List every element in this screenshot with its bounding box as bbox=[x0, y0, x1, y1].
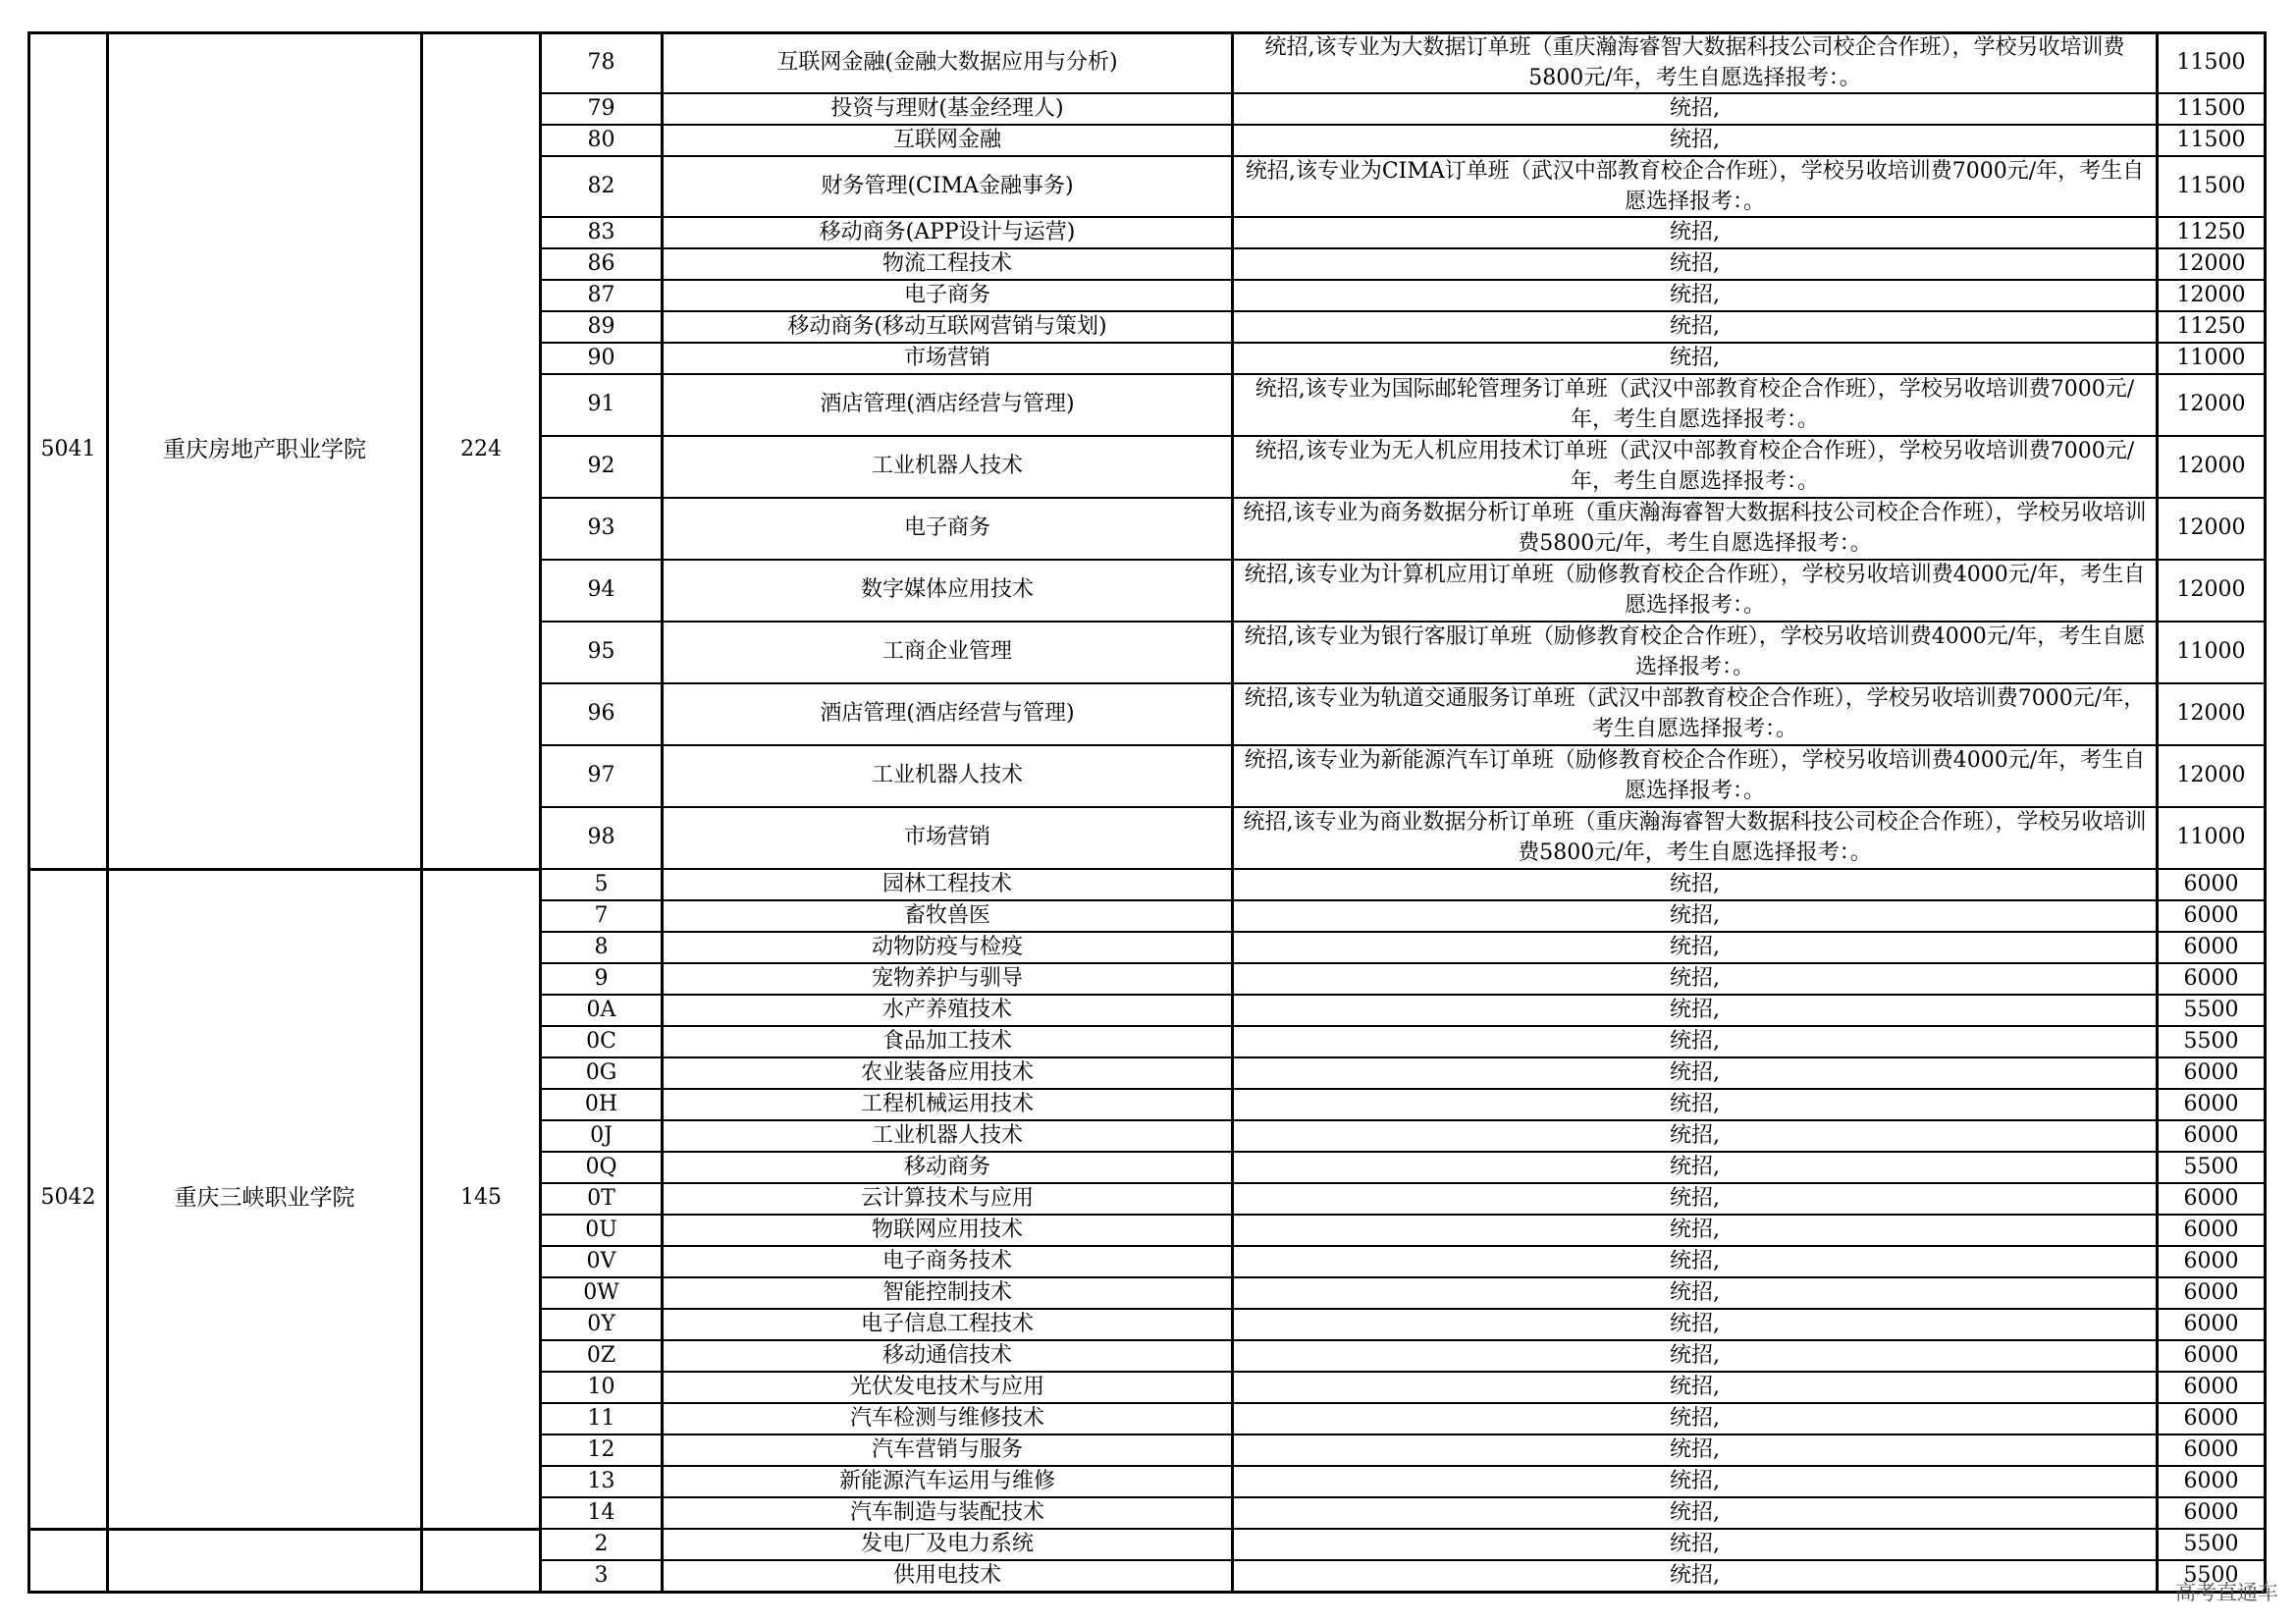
admission-note: 统招, bbox=[1670, 871, 1720, 896]
admission-note: 统招, bbox=[1670, 1059, 1720, 1085]
major-name: 物流工程技术 bbox=[881, 250, 1012, 276]
tuition-fee: 5500 bbox=[2183, 1562, 2239, 1588]
tuition-fee: 6000 bbox=[2183, 1217, 2239, 1242]
major-name: 财务管理(CIMA金融事务) bbox=[821, 173, 1074, 198]
admission-note: 统招, bbox=[1670, 997, 1720, 1022]
tuition-fee: 11000 bbox=[2176, 345, 2246, 370]
admission-note: 统招,该专业为商务数据分析订单班（重庆瀚海睿智大数据科技公司校企合作班），学校另收培训费5800元/年，考生自愿选择报考：。 bbox=[1243, 501, 2147, 556]
major-code: 0Q bbox=[585, 1154, 617, 1179]
major-name: 移动通信技术 bbox=[881, 1342, 1012, 1368]
admission-note: 统招, bbox=[1670, 1217, 1720, 1242]
admission-note: 统招, bbox=[1670, 1311, 1720, 1336]
table-rule bbox=[2264, 31, 2267, 1592]
tuition-fee: 11500 bbox=[2176, 95, 2246, 121]
major-name: 食品加工技术 bbox=[881, 1028, 1012, 1054]
major-name: 园林工程技术 bbox=[881, 871, 1012, 896]
major-name: 物联网应用技术 bbox=[871, 1217, 1023, 1242]
major-name: 投资与理财(基金经理人) bbox=[830, 95, 1064, 121]
major-code: 0T bbox=[587, 1185, 615, 1211]
tuition-fee: 11250 bbox=[2176, 219, 2246, 244]
admission-note: 统招, bbox=[1670, 1279, 1720, 1305]
major-name: 电子商务技术 bbox=[881, 1248, 1012, 1273]
major-name: 工业机器人技术 bbox=[871, 763, 1023, 787]
major-code: 11 bbox=[587, 1405, 615, 1431]
admission-note: 统招, bbox=[1670, 1531, 1720, 1556]
admission-note: 统招,该专业为大数据订单班（重庆瀚海睿智大数据科技公司校企合作班），学校另收培训费5800元/年，考生自愿选择报考：。 bbox=[1264, 34, 2125, 90]
major-name: 工程机械运用技术 bbox=[860, 1091, 1034, 1116]
major-name: 电子商务 bbox=[903, 515, 990, 540]
admission-note: 统招, bbox=[1670, 1468, 1720, 1493]
tuition-fee: 5500 bbox=[2183, 1028, 2239, 1054]
major-code: 93 bbox=[587, 515, 615, 540]
admission-note: 统招, bbox=[1670, 965, 1720, 991]
major-code: 0H bbox=[584, 1091, 618, 1116]
admission-note: 统招, bbox=[1670, 1405, 1720, 1431]
admission-note: 统招, bbox=[1670, 1028, 1720, 1054]
tuition-fee: 6000 bbox=[2183, 1185, 2239, 1211]
tuition-fee: 11250 bbox=[2176, 313, 2246, 339]
major-name: 数字媒体应用技术 bbox=[860, 577, 1034, 602]
admission-note: 统招,该专业为轨道交通服务订单班（武汉中部教育校企合作班），学校另收培训费7000元/年，考生自愿选择报考：。 bbox=[1244, 686, 2146, 741]
major-name: 工业机器人技术 bbox=[871, 454, 1023, 478]
tuition-fee: 6000 bbox=[2183, 1405, 2239, 1431]
major-code: 0G bbox=[585, 1059, 617, 1085]
admission-note: 统招, bbox=[1670, 934, 1720, 959]
tuition-fee: 11000 bbox=[2176, 825, 2246, 849]
major-code: 5 bbox=[594, 871, 609, 896]
major-code: 82 bbox=[587, 173, 615, 198]
major-code: 12 bbox=[587, 1436, 615, 1462]
tuition-fee: 6000 bbox=[2183, 1279, 2239, 1305]
major-name: 云计算技术与应用 bbox=[860, 1185, 1034, 1211]
major-code: 0Y bbox=[587, 1311, 615, 1336]
major-name: 电子信息工程技术 bbox=[860, 1311, 1034, 1336]
tuition-fee: 6000 bbox=[2183, 1468, 2239, 1493]
major-name: 畜牧兽医 bbox=[903, 902, 990, 928]
tuition-fee: 6000 bbox=[2183, 1311, 2239, 1336]
admission-note: 统招, bbox=[1670, 219, 1720, 244]
major-code: 0Z bbox=[586, 1342, 616, 1368]
school-code: 5041 bbox=[40, 437, 96, 461]
major-code: 10 bbox=[587, 1374, 615, 1399]
major-name: 汽车营销与服务 bbox=[871, 1436, 1023, 1462]
admission-note: 统招, bbox=[1670, 1499, 1720, 1525]
major-name: 移动商务(APP设计与运营) bbox=[819, 219, 1076, 244]
tuition-fee: 11500 bbox=[2176, 127, 2246, 152]
major-name: 互联网金融(金融大数据应用与分析) bbox=[776, 49, 1118, 75]
admission-note: 统招, bbox=[1670, 1122, 1720, 1148]
plan-count: 145 bbox=[460, 1185, 502, 1210]
major-name: 市场营销 bbox=[903, 345, 990, 370]
admission-note: 统招, bbox=[1670, 1374, 1720, 1399]
admission-note: 统招, bbox=[1670, 282, 1720, 307]
tuition-fee: 6000 bbox=[2183, 1091, 2239, 1116]
major-code: 98 bbox=[587, 825, 615, 849]
table-rule bbox=[27, 1528, 539, 1531]
major-code: 87 bbox=[587, 282, 615, 307]
major-code: 3 bbox=[594, 1562, 609, 1588]
tuition-fee: 12000 bbox=[2176, 701, 2246, 726]
table-rule bbox=[539, 1591, 2267, 1594]
admission-note: 统招, bbox=[1670, 1248, 1720, 1273]
school-code: 5042 bbox=[40, 1185, 96, 1210]
major-code: 8 bbox=[594, 934, 609, 959]
major-code: 79 bbox=[587, 95, 615, 121]
major-name: 宠物养护与驯导 bbox=[871, 965, 1023, 991]
major-code: 78 bbox=[587, 49, 615, 75]
tuition-fee: 12000 bbox=[2176, 577, 2246, 602]
tuition-fee: 12000 bbox=[2176, 763, 2246, 787]
admission-note: 统招, bbox=[1670, 95, 1720, 121]
admission-note: 统招,该专业为新能源汽车订单班（励修教育校企合作班），学校另收培训费4000元/年，考生自愿选择报考：。 bbox=[1244, 748, 2146, 803]
major-name: 工商企业管理 bbox=[881, 639, 1012, 664]
major-name: 供用电技术 bbox=[892, 1562, 1001, 1588]
major-name: 汽车制造与装配技术 bbox=[849, 1499, 1044, 1525]
major-code: 9 bbox=[594, 965, 609, 991]
tuition-fee: 12000 bbox=[2176, 515, 2246, 540]
admission-note: 统招, bbox=[1670, 1091, 1720, 1116]
admission-note: 统招,该专业为CIMA订单班（武汉中部教育校企合作班），学校另收培训费7000元/年，考生自愿选择报考：。 bbox=[1245, 158, 2145, 214]
tuition-fee: 6000 bbox=[2183, 1248, 2239, 1273]
tuition-fee: 11500 bbox=[2176, 49, 2246, 75]
major-name: 电子商务 bbox=[903, 282, 990, 307]
tuition-fee: 6000 bbox=[2183, 1499, 2239, 1525]
major-code: 96 bbox=[587, 701, 615, 726]
major-code: 0J bbox=[590, 1122, 613, 1148]
admission-note: 统招, bbox=[1670, 1342, 1720, 1368]
major-code: 95 bbox=[587, 639, 615, 664]
major-name: 动物防疫与检疫 bbox=[871, 934, 1023, 959]
tuition-fee: 12000 bbox=[2176, 392, 2246, 416]
admission-note: 统招,该专业为无人机应用技术订单班（武汉中部教育校企合作班），学校另收培训费7000元/年，考生自愿选择报考：。 bbox=[1255, 439, 2135, 494]
major-name: 水产养殖技术 bbox=[881, 997, 1012, 1022]
admission-note: 统招, bbox=[1670, 345, 1720, 370]
major-code: 14 bbox=[587, 1499, 615, 1525]
major-code: 80 bbox=[587, 127, 615, 152]
major-code: 92 bbox=[587, 454, 615, 478]
major-name: 酒店管理(酒店经营与管理) bbox=[820, 701, 1075, 726]
tuition-fee: 5500 bbox=[2183, 997, 2239, 1022]
admission-note: 统招, bbox=[1670, 1436, 1720, 1462]
tuition-fee: 6000 bbox=[2183, 1122, 2239, 1148]
major-name: 农业装备应用技术 bbox=[860, 1059, 1034, 1085]
major-name: 市场营销 bbox=[903, 825, 990, 849]
admission-note: 统招, bbox=[1670, 902, 1720, 928]
tuition-fee: 6000 bbox=[2183, 871, 2239, 896]
admission-note: 统招, bbox=[1670, 127, 1720, 152]
admission-note: 统招,该专业为商业数据分析订单班（重庆瀚海睿智大数据科技公司校企合作班），学校另收培训费5800元/年，考生自愿选择报考：。 bbox=[1243, 810, 2147, 865]
school-name: 重庆房地产职业学院 bbox=[163, 437, 366, 462]
major-code: 90 bbox=[587, 345, 615, 370]
major-code: 0C bbox=[586, 1028, 616, 1054]
tuition-fee: 5500 bbox=[2183, 1154, 2239, 1179]
major-name: 光伏发电技术与应用 bbox=[849, 1374, 1044, 1399]
tuition-fee: 6000 bbox=[2183, 1059, 2239, 1085]
major-code: 86 bbox=[587, 250, 615, 276]
admission-note: 统招, bbox=[1670, 1154, 1720, 1179]
major-name: 工业机器人技术 bbox=[871, 1122, 1023, 1148]
admission-note: 统招,该专业为国际邮轮管理务订单班（武汉中部教育校企合作班），学校另收培训费7000元/年，考生自愿选择报考：。 bbox=[1255, 377, 2135, 432]
major-name: 智能控制技术 bbox=[881, 1279, 1012, 1305]
admission-note: 统招, bbox=[1670, 250, 1720, 276]
major-code: 0U bbox=[585, 1217, 617, 1242]
major-name: 新能源汽车运用与维修 bbox=[838, 1468, 1055, 1493]
major-name: 移动商务(移动互联网营销与策划) bbox=[787, 313, 1107, 339]
table-rule bbox=[27, 1591, 539, 1594]
major-code: 7 bbox=[594, 902, 609, 928]
major-code: 2 bbox=[594, 1531, 609, 1556]
tuition-fee: 6000 bbox=[2183, 1374, 2239, 1399]
major-code: 13 bbox=[587, 1468, 615, 1493]
tuition-fee: 6000 bbox=[2183, 1436, 2239, 1462]
major-code: 0W bbox=[583, 1279, 619, 1305]
major-code: 89 bbox=[587, 313, 615, 339]
tuition-fee: 12000 bbox=[2176, 250, 2246, 276]
major-code: 0A bbox=[586, 997, 616, 1022]
major-name: 汽车检测与维修技术 bbox=[849, 1405, 1044, 1431]
tuition-fee: 11000 bbox=[2176, 639, 2246, 664]
major-code: 94 bbox=[587, 577, 615, 602]
major-code: 83 bbox=[587, 219, 615, 244]
school-name: 重庆三峡职业学院 bbox=[174, 1185, 355, 1211]
tuition-fee: 5500 bbox=[2183, 1531, 2239, 1556]
admission-note: 统招,该专业为计算机应用订单班（励修教育校企合作班），学校另收培训费4000元/年，考生自愿选择报考：。 bbox=[1244, 563, 2146, 618]
major-code: 0V bbox=[586, 1248, 616, 1273]
tuition-fee: 6000 bbox=[2183, 902, 2239, 928]
admission-note: 统招, bbox=[1670, 1185, 1720, 1211]
watermark: 高考直通车 bbox=[2175, 1581, 2278, 1604]
admission-note: 统招,该专业为银行客服订单班（励修教育校企合作班），学校另收培训费4000元/年，考生自愿选择报考：。 bbox=[1244, 624, 2146, 679]
tuition-fee: 6000 bbox=[2183, 1342, 2239, 1368]
tuition-fee: 11500 bbox=[2176, 173, 2246, 198]
tuition-fee: 6000 bbox=[2183, 934, 2239, 959]
major-name: 互联网金融 bbox=[892, 127, 1001, 152]
tuition-fee: 6000 bbox=[2183, 965, 2239, 991]
major-code: 97 bbox=[587, 763, 615, 787]
major-code: 91 bbox=[587, 392, 615, 416]
plan-count: 224 bbox=[460, 437, 502, 461]
tuition-fee: 12000 bbox=[2176, 454, 2246, 478]
tuition-fee: 12000 bbox=[2176, 282, 2246, 307]
admission-note: 统招, bbox=[1670, 1562, 1720, 1588]
major-name: 发电厂及电力系统 bbox=[860, 1531, 1034, 1556]
major-name: 移动商务 bbox=[903, 1154, 990, 1179]
major-name: 酒店管理(酒店经营与管理) bbox=[820, 392, 1075, 416]
admission-note: 统招, bbox=[1670, 313, 1720, 339]
